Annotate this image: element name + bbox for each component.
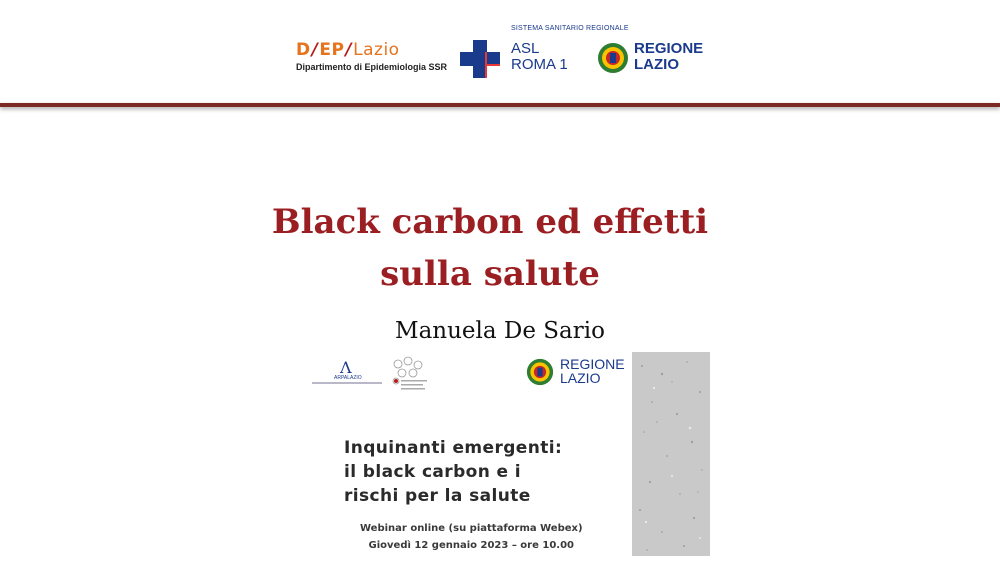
arpa-name: ARPALAZIO xyxy=(334,375,362,381)
dep-lazio-logo xyxy=(296,40,448,80)
dep-logo-lazio: Lazio xyxy=(353,40,400,60)
poster-title xyxy=(344,436,562,508)
regione-line1: REGIONE xyxy=(634,40,704,57)
ssr-label: SISTEMA SANITARIO REGIONALE xyxy=(511,25,629,32)
regione-line2: LAZIO xyxy=(634,56,679,73)
regione-lazio-emblem-icon xyxy=(597,42,629,74)
dep-logo-subtitle: Dipartimento di Epidemiologia SSR xyxy=(296,62,448,72)
dep-logo-ep: EP xyxy=(319,40,345,60)
arpa-symbol-icon: Λ xyxy=(340,358,352,377)
author-name: Manuela De Sario xyxy=(395,318,605,344)
poster-regione-line2: LAZIO xyxy=(560,370,601,386)
molecule-logo-icon xyxy=(388,356,432,396)
regione-lazio-emblem-icon xyxy=(526,358,554,386)
asl-line1: ASL xyxy=(511,40,540,57)
poster-regione-line1: REGIONE xyxy=(560,356,625,372)
title-line2: sulla salute xyxy=(380,254,600,294)
asl-roma1-logo-text xyxy=(511,41,568,73)
regione-lazio-logo-text xyxy=(634,41,703,73)
dep-logo-d: D xyxy=(296,40,311,60)
asl-cross-icon xyxy=(460,40,500,78)
poster-title-line: rischi per la salute xyxy=(344,486,531,506)
arpa-fine-print xyxy=(312,382,382,384)
arpa-lazio-logo xyxy=(312,358,382,388)
speckle-pattern xyxy=(632,352,710,556)
speckled-texture-panel xyxy=(632,352,710,556)
webinar-poster-image xyxy=(308,352,710,556)
poster-info-line: Webinar online (su piattaforma Webex) xyxy=(360,523,583,534)
dep-logo-slash: / xyxy=(345,40,353,60)
poster-title-line: il black carbon e i xyxy=(344,462,522,482)
title-line1: Black carbon ed effetti xyxy=(271,202,709,242)
poster-info-line: Giovedì 12 gennaio 2023 – ore 10.00 xyxy=(368,540,574,551)
slide-title xyxy=(200,196,780,300)
dep-logo-wordmark xyxy=(296,40,436,60)
dep-logo-slash: / xyxy=(311,40,319,60)
poster-regione-lazio-text xyxy=(560,357,625,385)
header-divider xyxy=(0,103,1000,107)
header-bar xyxy=(0,0,1000,104)
poster-title-line: Inquinanti emergenti: xyxy=(344,438,563,458)
asl-line2: ROMA 1 xyxy=(511,56,568,73)
poster-event-info xyxy=(360,520,583,554)
